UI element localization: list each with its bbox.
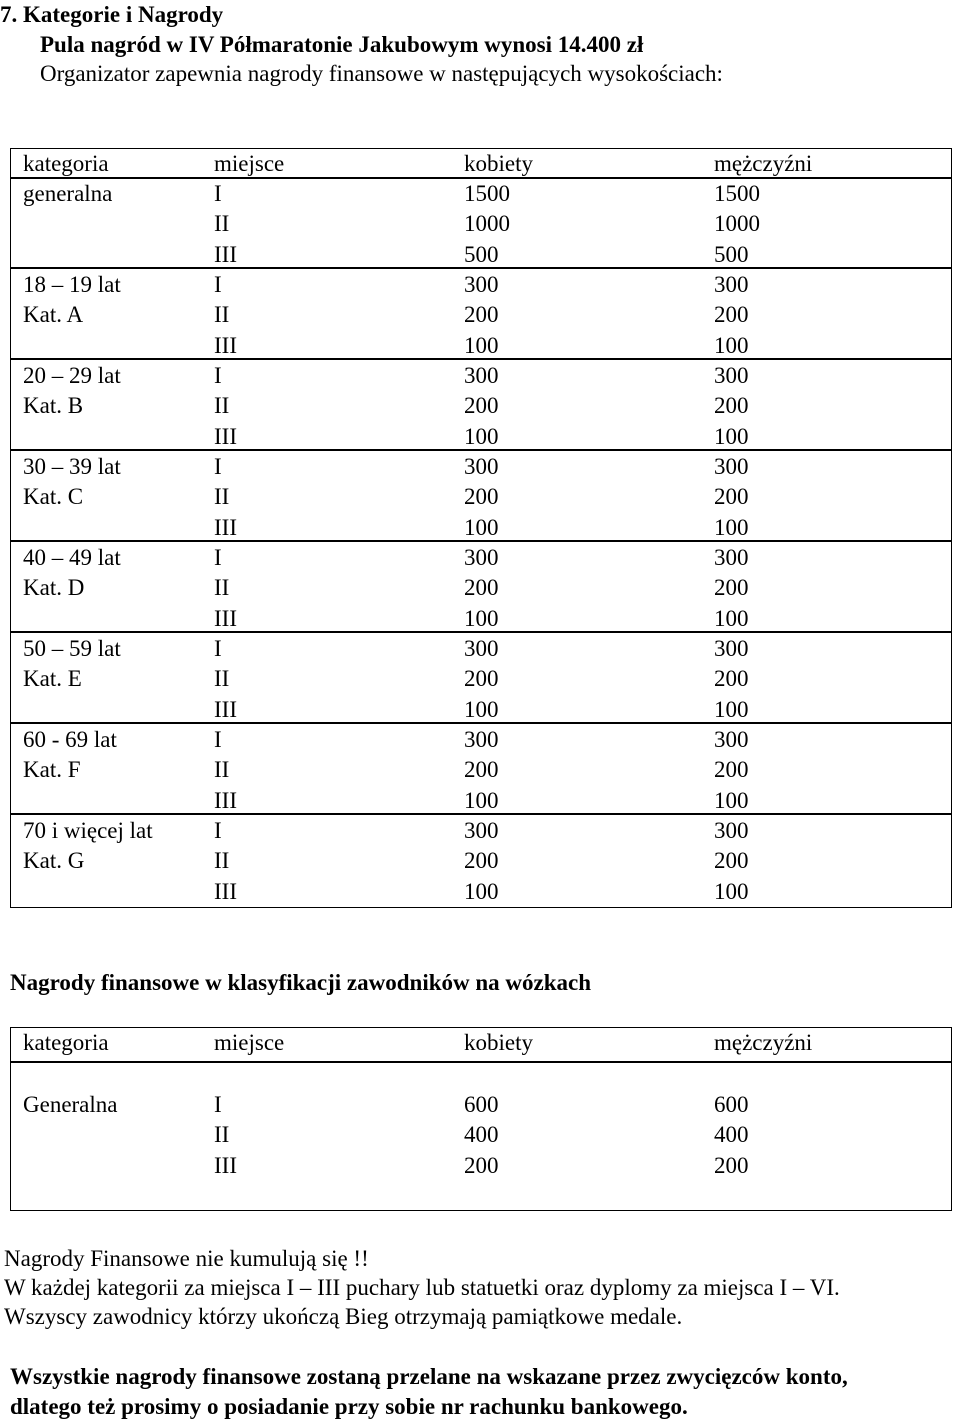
table-cell-kategoria: 40 – 49 lat Kat. D [23,545,121,601]
table-cell-miejsce: I II III [214,636,237,722]
table-cell-miejsce: I II III [214,272,237,358]
table-cell-miejsce: I II III [214,1092,237,1178]
table-cell-kategoria: 20 – 29 lat Kat. B [23,363,121,419]
header-miejsce: miejsce [214,1030,285,1055]
table-cell-kobiety: 300 200 100 [464,818,499,904]
table-cell-kobiety: 300 200 100 [464,636,499,722]
header-miejsce: miejsce [214,151,285,176]
table-cell-kategoria: Generalna [23,1092,118,1117]
prize-table [10,148,952,908]
row-divider [11,267,951,269]
note-no-cumulation: Nagrody Finansowe nie kumulują się !! [4,1246,369,1271]
table-cell-kategoria: 50 – 59 lat Kat. E [23,636,121,692]
table-cell-miejsce: I II III [214,363,237,449]
table-cell-miejsce: I II III [214,181,237,267]
table-cell-mezczyzni: 300 200 100 [714,454,749,540]
table-cell-kobiety: 300 200 100 [464,545,499,631]
header-kobiety: kobiety [464,151,533,176]
table-cell-mezczyzni: 300 200 100 [714,272,749,358]
section-title: 7. Kategorie i Nagrody [0,2,224,27]
table-cell-mezczyzni: 600 400 200 [714,1092,749,1178]
row-divider [11,449,951,451]
table-cell-kategoria: 18 – 19 lat Kat. A [23,272,121,328]
table-cell-mezczyzni: 300 200 100 [714,636,749,722]
header-mezczyzni: mężczyźni [714,1030,813,1055]
intro-line: Organizator zapewnia nagrody finansowe w następujących wysokościach: [40,61,723,86]
table-cell-kobiety: 300 200 100 [464,272,499,358]
table-cell-kobiety: 300 200 100 [464,454,499,540]
wheelchair-heading: Nagrody finansowe w klasyfikacji zawodników na wózkach [10,970,592,995]
note-medals: Wszyscy zawodnicy którzy ukończą Bieg otrzymają pamiątkowe medale. [4,1304,683,1329]
table-cell-mezczyzni: 300 200 100 [714,727,749,813]
table-cell-kobiety: 600 400 200 [464,1092,499,1178]
row-divider [11,813,951,815]
table-cell-kategoria: 60 - 69 lat Kat. F [23,727,117,783]
table-cell-miejsce: I II III [214,545,237,631]
table-cell-miejsce: I II III [214,727,237,813]
table-cell-kategoria: generalna [23,181,113,206]
row-divider [11,540,951,542]
table-cell-miejsce: I II III [214,818,237,904]
note-trophies: W każdej kategorii za miejsca I – III puchary lub statuetki oraz dyplomy za miejsca I – VI. [4,1275,840,1300]
table-cell-mezczyzni: 300 200 100 [714,545,749,631]
note-bank-account: dlatego też prosimy o posiadanie przy sobie nr rachunku bankowego. [10,1394,688,1419]
table-cell-miejsce: I II III [214,454,237,540]
row-divider [11,631,951,633]
header-kategoria: kategoria [23,151,109,176]
header-kobiety: kobiety [464,1030,533,1055]
table-cell-kategoria: 70 i więcej lat Kat. G [23,818,153,874]
table-cell-kategoria: 30 – 39 lat Kat. C [23,454,121,510]
table-cell-mezczyzni: 1500 1000 500 [714,181,760,267]
prize-pool-line: Pula nagród w IV Półmaratonie Jakubowym wynosi 14.400 zł [40,32,644,57]
table-cell-kobiety: 1500 1000 500 [464,181,510,267]
table-cell-kobiety: 300 200 100 [464,727,499,813]
table-cell-mezczyzni: 300 200 100 [714,818,749,904]
wheelchair-table [10,1027,952,1211]
table-cell-kobiety: 300 200 100 [464,363,499,449]
note-bank-transfer: Wszystkie nagrody finansowe zostaną przelane na wskazane przez zwycięzców konto, [10,1364,848,1389]
header-divider [11,1061,951,1063]
header-mezczyzni: mężczyźni [714,151,813,176]
row-divider [11,722,951,724]
table-cell-mezczyzni: 300 200 100 [714,363,749,449]
header-kategoria: kategoria [23,1030,109,1055]
row-divider [11,358,951,360]
